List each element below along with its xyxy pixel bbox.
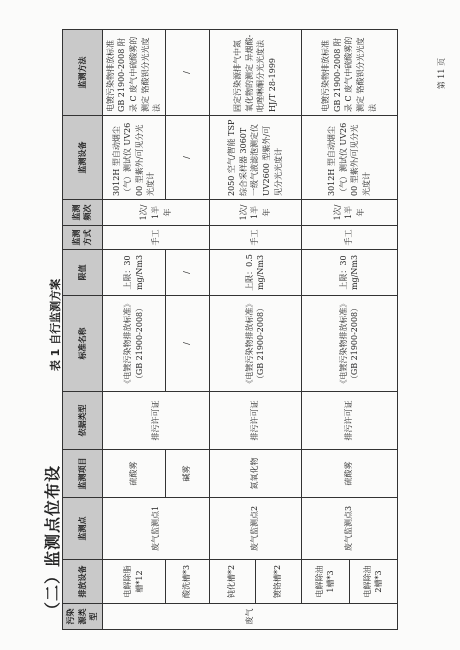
facility-cell: 镀铬槽*2	[255, 560, 301, 604]
device-cell: 3012H 型自动烟尘（气）测试仪 UV2600 型紫外/可见分光光度计	[301, 116, 397, 200]
standard-cell: 《电镀污染物排放标准》（GB 21900-2008）	[102, 296, 165, 392]
header-item: 监测项目	[63, 450, 103, 498]
facility-cell: 酸洗槽*3	[165, 560, 209, 604]
analysis-cell: 电镀污染物排放标准 GB 21900-2008 附录 C 废气中硫酸雾的测定 铬酸钡分光光度法	[301, 30, 397, 116]
limit-cell: 上限：30mg/Nm3	[301, 250, 397, 296]
limit-cell: /	[165, 250, 209, 296]
item-cell: 氮氧化物	[209, 450, 301, 498]
item-cell: 硫酸雾	[102, 450, 165, 498]
monitoring-plan-table	[62, 29, 398, 630]
limit-cell: 上限：0.5mg/Nm3	[209, 250, 301, 296]
standard-cell: 《电镀污染物排放标准》（GB 21900-2008）	[301, 296, 397, 392]
item-cell: 碱雾	[165, 450, 209, 498]
header-device: 监测设备	[63, 116, 103, 200]
device-cell: 2050 空气/智能 TSP 综合采样器 3060T 一级气液滤泡测定仪 UV2600 型紫外/可见分光光度计	[209, 116, 301, 200]
table-header-row	[63, 30, 103, 630]
item-cell: 硫酸雾	[301, 450, 397, 498]
table-row	[301, 30, 349, 630]
point-cell: 废气监测点2	[209, 498, 301, 560]
header-frequency: 监测频次	[63, 200, 103, 226]
table-row	[209, 30, 255, 630]
basis-cell: 排污许可证	[301, 392, 397, 450]
standard-cell: /	[165, 296, 209, 392]
point-cell: 废气监测点1	[102, 498, 209, 560]
page-number: 第 11 页	[437, 58, 446, 90]
header-analysis: 监测方法	[63, 30, 103, 116]
header-pollutant-type: 污染源类型	[63, 604, 103, 630]
header-method-type: 监测方式	[63, 226, 103, 250]
method-type-cell: 手工	[102, 226, 209, 250]
frequency-cell: 1次/1半年	[209, 200, 301, 226]
device-cell: 3012H 型自动烟尘（气）测试仪 UV2600 型紫外/可见分光光度计	[102, 116, 165, 200]
analysis-cell: 电镀污染物排放标准 GB 21900-2008 附录 C 废气中硫酸雾的测定 铬酸钡分光光度法	[102, 30, 165, 116]
facility-cell: 钝化槽*2	[209, 560, 255, 604]
section-title: （二）监测点位布设	[43, 464, 62, 618]
method-type-cell: 手工	[209, 226, 301, 250]
header-facility: 排放设备	[63, 560, 103, 604]
standard-cell: 《电镀污染物排放标准》（GB 21900-2008）	[209, 296, 301, 392]
device-cell: /	[165, 116, 209, 200]
table-row	[102, 30, 165, 630]
header-limit: 限值	[63, 250, 103, 296]
table-caption: 表 1 自行监测方案	[49, 278, 62, 372]
basis-cell: 排污许可证	[102, 392, 209, 450]
basis-cell: 排污许可证	[209, 392, 301, 450]
header-standard: 标准名称	[63, 296, 103, 392]
limit-cell: 上限：30mg/Nm3	[102, 250, 165, 296]
method-type-cell: 手工	[301, 226, 397, 250]
header-point: 监测点	[63, 498, 103, 560]
frequency-cell: 1次/1半年	[102, 200, 209, 226]
analysis-cell: 固定污染源排气中氮氧化物的测定 异烟酸-吡唑啉酮分光光度法 HJ/T 28-1999	[209, 30, 301, 116]
facility-cell: 电解除油2槽*3	[349, 560, 397, 604]
point-cell: 废气监测点3	[301, 498, 397, 560]
facility-cell: 电解除脂槽*12	[102, 560, 165, 604]
pollutant-type-cell: 废气	[102, 604, 397, 630]
frequency-cell: 1次/1半年	[301, 200, 397, 226]
header-basis: 依据类型	[63, 392, 103, 450]
analysis-cell: /	[165, 30, 209, 116]
facility-cell: 电解除油1槽*3	[301, 560, 349, 604]
